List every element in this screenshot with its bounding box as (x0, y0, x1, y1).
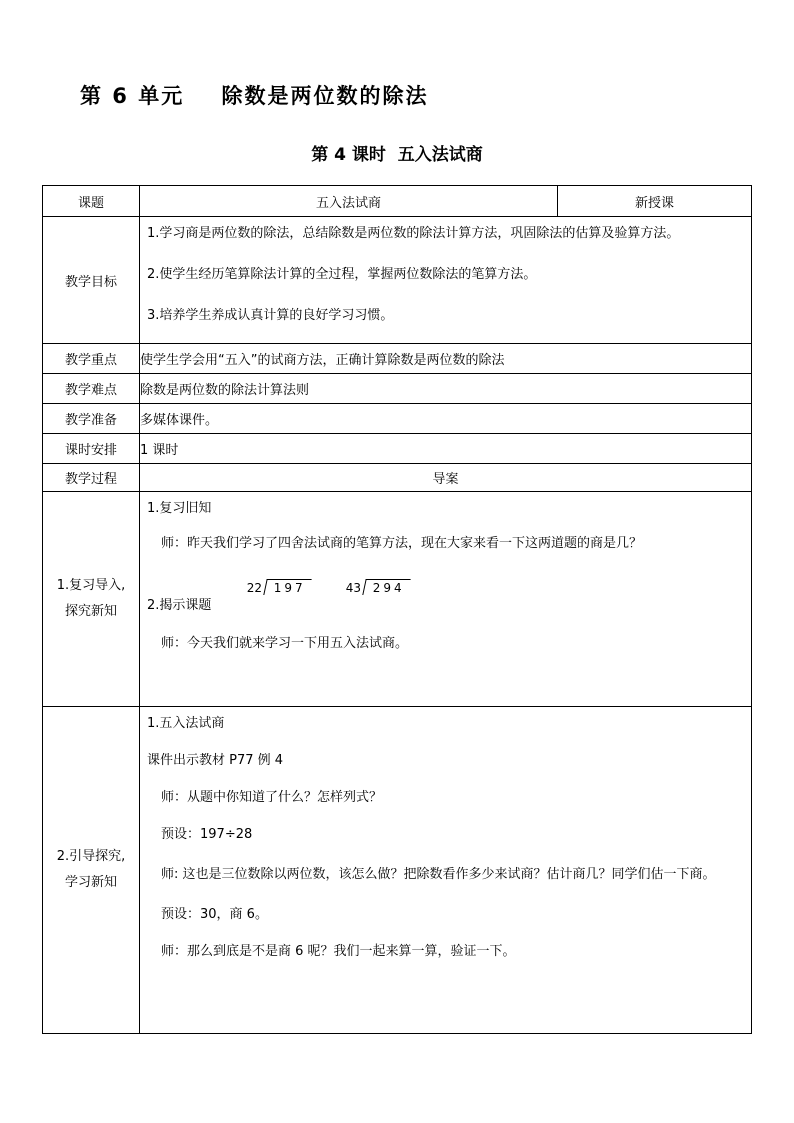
section-1-label (43, 492, 140, 707)
difficulty-label: 教学难点 (43, 374, 140, 404)
schedule-value: 1 课时 (140, 434, 752, 464)
row-schedule (43, 434, 752, 464)
row-difficulty (43, 374, 752, 404)
goals-cell (140, 217, 752, 344)
unit-title: 第 6 单元 除数是两位数的除法 (80, 84, 429, 108)
process-header: 导案 (140, 464, 752, 492)
row-topic (43, 186, 752, 217)
lesson-title: 第 4 课时 五入法试商 (311, 145, 483, 165)
dividend: 197 (273, 581, 306, 595)
teacher-line: 师：今天我们就来学习一下用五入法试商。 (161, 636, 409, 651)
section-2-content (140, 707, 752, 1034)
section-2-label-line: 2.引导探究, (56, 849, 126, 864)
divisor: 22 (246, 581, 263, 595)
teacher-line: 师：那么到底是不是商 6 呢？我们一起来算一算，验证一下。 (161, 944, 516, 959)
section-1-heading: 1.复习旧知 (147, 501, 212, 516)
lesson-type: 新授课 (558, 186, 752, 217)
division-examples (147, 559, 743, 595)
section-1-label-line: 1.复习导入, (56, 578, 126, 593)
row-section-1 (43, 492, 752, 707)
long-division-2 (300, 565, 409, 609)
preparation-label: 教学准备 (43, 404, 140, 434)
goal-item: 1.学习商是两位数的除法，总结除数是两位数的除法计算方法，巩固除法的估算及验算方法。 (147, 226, 680, 241)
row-goals (43, 217, 752, 344)
preset-line: 预设：30，商 6。 (161, 907, 268, 922)
teacher-line: 师：昨天我们学习了四舍法试商的笔算方法，现在大家来看一下这两道题的商是几？ (161, 536, 643, 551)
difficulty-value: 除数是两位数的除法计算法则 (140, 374, 752, 404)
divisor: 43 (345, 581, 362, 595)
section-2-label (43, 707, 140, 1034)
teacher-line: 师：从题中你知道了什么？怎样列式？ (161, 790, 383, 805)
row-preparation (43, 404, 752, 434)
section-1-label-line: 探究新知 (64, 604, 117, 619)
key-point-label: 教学重点 (43, 344, 140, 374)
section-2-label-line: 学习新知 (64, 875, 117, 890)
key-point-value: 使学生学会用“五入”的试商方法，正确计算除数是两位数的除法 (140, 344, 752, 374)
goal-item: 3.培养学生养成认真计算的良好学习习惯。 (147, 308, 394, 323)
process-label: 教学过程 (43, 464, 140, 492)
section-1-content (140, 492, 752, 707)
row-section-2 (43, 707, 752, 1034)
section-1-heading: 2.揭示课题 (147, 598, 212, 613)
row-process (43, 464, 752, 492)
section-2-heading: 1.五入法试商 (147, 716, 225, 731)
preset-line: 预设：197÷28 (161, 827, 253, 842)
lesson-plan-table (42, 185, 752, 1034)
schedule-label: 课时安排 (43, 434, 140, 464)
content-line: 课件出示教材 P77 例 4 (147, 753, 284, 768)
preparation-value: 多媒体课件。 (140, 404, 752, 434)
long-division-1 (201, 565, 310, 609)
topic-value: 五入法试商 (140, 186, 558, 217)
goals-label: 教学目标 (43, 217, 140, 344)
teacher-line: 师: 这也是三位数除以两位数，该怎么做？把除数看作多少来试商？估计商几？同学们估一下商。 (161, 867, 716, 882)
dividend: 294 (372, 581, 405, 595)
topic-label: 课题 (43, 186, 140, 217)
goal-item: 2.使学生经历笔算除法计算的全过程，掌握两位数除法的笔算方法。 (147, 267, 537, 282)
row-key-point (43, 344, 752, 374)
